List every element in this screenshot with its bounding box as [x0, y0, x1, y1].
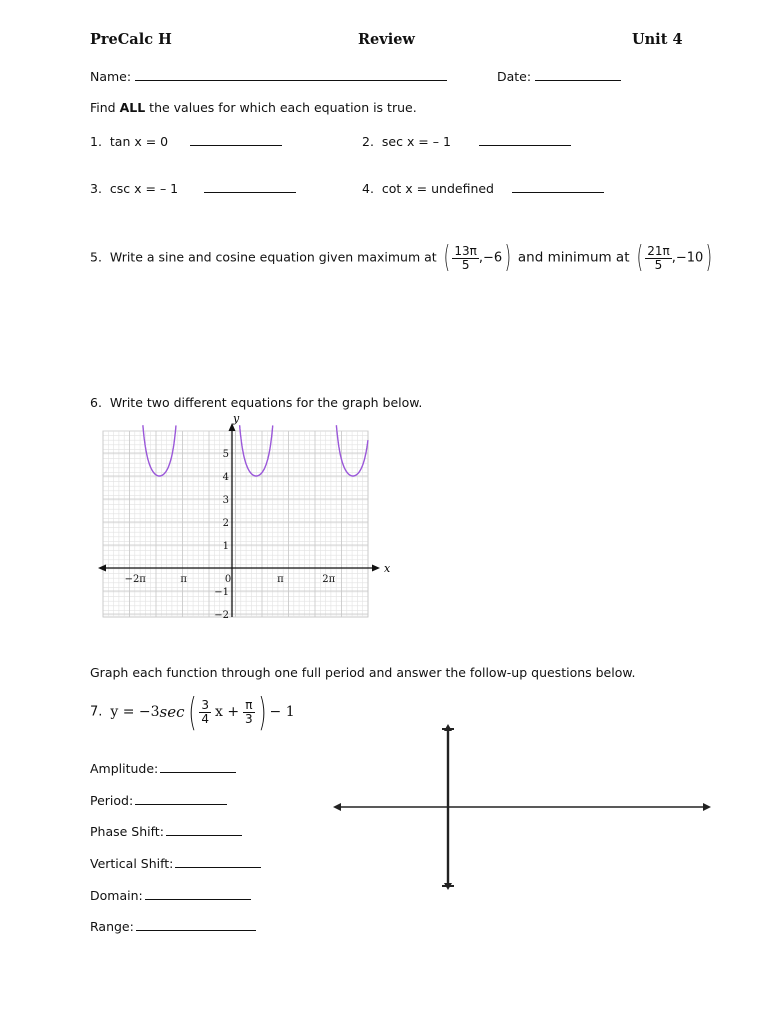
problem-6 [90, 395, 422, 410]
problem-text: Write a sine and cosine equation given maximum at [109, 249, 437, 265]
min-x-denominator: 5 [654, 257, 663, 272]
problem-text: Write two different equations for the graph below. [109, 395, 423, 410]
x-tick-label: π [277, 574, 284, 585]
question-label: Phase Shift: [90, 824, 164, 839]
unit-label: Unit 4 [632, 31, 683, 48]
answer-blank[interactable] [512, 180, 604, 193]
problem-text: tan x = 0 [109, 134, 169, 149]
x-axis-arrow-icon [372, 565, 380, 572]
instructions-bold: ALL [119, 100, 146, 115]
max-x-numerator: 13π [454, 243, 477, 258]
y-tick-label: −1 [214, 587, 229, 598]
problem-2 [362, 133, 571, 149]
fraction-denominator: 3 [245, 711, 253, 726]
x-axis-label: x [384, 562, 390, 575]
blank-graph-axes[interactable] [325, 720, 715, 895]
problem-text: cot x = undefined [381, 181, 494, 196]
question-amplitude [90, 760, 236, 776]
question-phase-shift [90, 823, 242, 839]
minimum-label: and minimum at [517, 249, 630, 266]
x-tick-label: 0 [224, 574, 232, 585]
problem-number: 4. [362, 181, 374, 196]
min-y-value: ,−10 [671, 250, 704, 266]
equation-lhs: y = −3 [110, 704, 160, 720]
problem-number: 1. [90, 134, 102, 149]
problem-4 [362, 180, 604, 196]
min-x-fraction [645, 245, 672, 272]
question-label: Range: [90, 919, 134, 934]
equation-tail: − 1 [269, 704, 295, 720]
question-label: Amplitude: [90, 761, 159, 776]
problem-3 [90, 180, 296, 196]
graph-grid [103, 431, 368, 617]
date-line [497, 68, 621, 84]
max-x-fraction [452, 245, 479, 272]
problem-number: 2. [362, 134, 374, 149]
x-tick-label: −2π [124, 574, 146, 585]
equation-function: sec [159, 703, 185, 721]
y-tick-label: 3 [222, 495, 229, 506]
problem-5: 5. Write a sine and cosine equation given maximum at ( $\frac{13\pi}{5}$ ,−6) and minimum at ( $\frac{21\pi}{5}$ ,−10) [90, 240, 713, 275]
problem-number: 7. [90, 704, 103, 720]
fraction-numerator: 3 [201, 697, 209, 712]
problem-7: 7. y = −3sec( $\frac{3}{4}$ x + $\frac{\pi}{3}$ ) − 1 [90, 690, 295, 734]
x-tick-label: π [180, 574, 187, 585]
y-tick-label: −2 [214, 610, 229, 620]
name-label: Name: [90, 69, 132, 84]
instructions-before: Find [90, 100, 120, 115]
worksheet-title: Review [358, 31, 415, 48]
instructions-after: the values for which each equation is true. [145, 100, 417, 115]
problem-1 [90, 133, 282, 149]
answer-blank[interactable] [190, 133, 282, 146]
secant-graph [96, 413, 390, 620]
y-tick-label: 5 [222, 449, 229, 460]
date-field[interactable] [535, 68, 621, 81]
problem-number: 5. [90, 249, 102, 265]
answer-blank[interactable] [136, 918, 256, 931]
question-range [90, 918, 256, 934]
question-label: Domain: [90, 888, 143, 903]
left-arrow-icon [333, 803, 341, 811]
course-title: PreCalc H [90, 31, 172, 48]
min-x-numerator: 21π [647, 243, 670, 258]
question-label: Period: [90, 793, 134, 808]
question-period [90, 792, 227, 808]
answer-blank[interactable] [204, 180, 296, 193]
name-line [90, 68, 447, 84]
question-domain [90, 887, 251, 903]
question-vertical-shift [90, 855, 261, 871]
x-axis-left-arrow-icon [98, 565, 106, 572]
y-tick-label: 1 [222, 541, 229, 552]
y-tick-label: 2 [222, 518, 229, 529]
graph-instructions: Graph each function through one full period and answer the follow-up questions below. [90, 665, 636, 680]
equation-variable: x + [214, 704, 240, 720]
fraction-numerator: π [243, 699, 255, 713]
instructions [90, 100, 417, 115]
problem-text: csc x = – 1 [109, 181, 179, 196]
question-label: Vertical Shift: [90, 856, 174, 871]
max-x-denominator: 5 [461, 257, 470, 272]
problem-number: 3. [90, 181, 102, 196]
x-tick-label: 2π [322, 574, 336, 585]
max-y-value: ,−6 [478, 250, 503, 266]
answer-blank[interactable] [175, 855, 261, 868]
answer-blank[interactable] [145, 887, 251, 900]
equation-fraction-2 [243, 699, 255, 726]
problem-text: sec x = – 1 [381, 134, 451, 149]
name-field[interactable] [135, 68, 447, 81]
y-axis-label: y [233, 413, 240, 425]
answer-blank[interactable] [479, 133, 571, 146]
up-arrow-icon [444, 724, 452, 731]
answer-blank[interactable] [135, 792, 227, 805]
date-label: Date: [497, 69, 532, 84]
answer-blank[interactable] [160, 760, 236, 773]
problem-number: 6. [90, 395, 102, 410]
equation-fraction-1 [199, 699, 211, 726]
right-arrow-icon [703, 803, 711, 811]
y-tick-label: 4 [222, 472, 229, 483]
answer-blank[interactable] [166, 823, 242, 836]
fraction-denominator: 4 [201, 711, 209, 726]
